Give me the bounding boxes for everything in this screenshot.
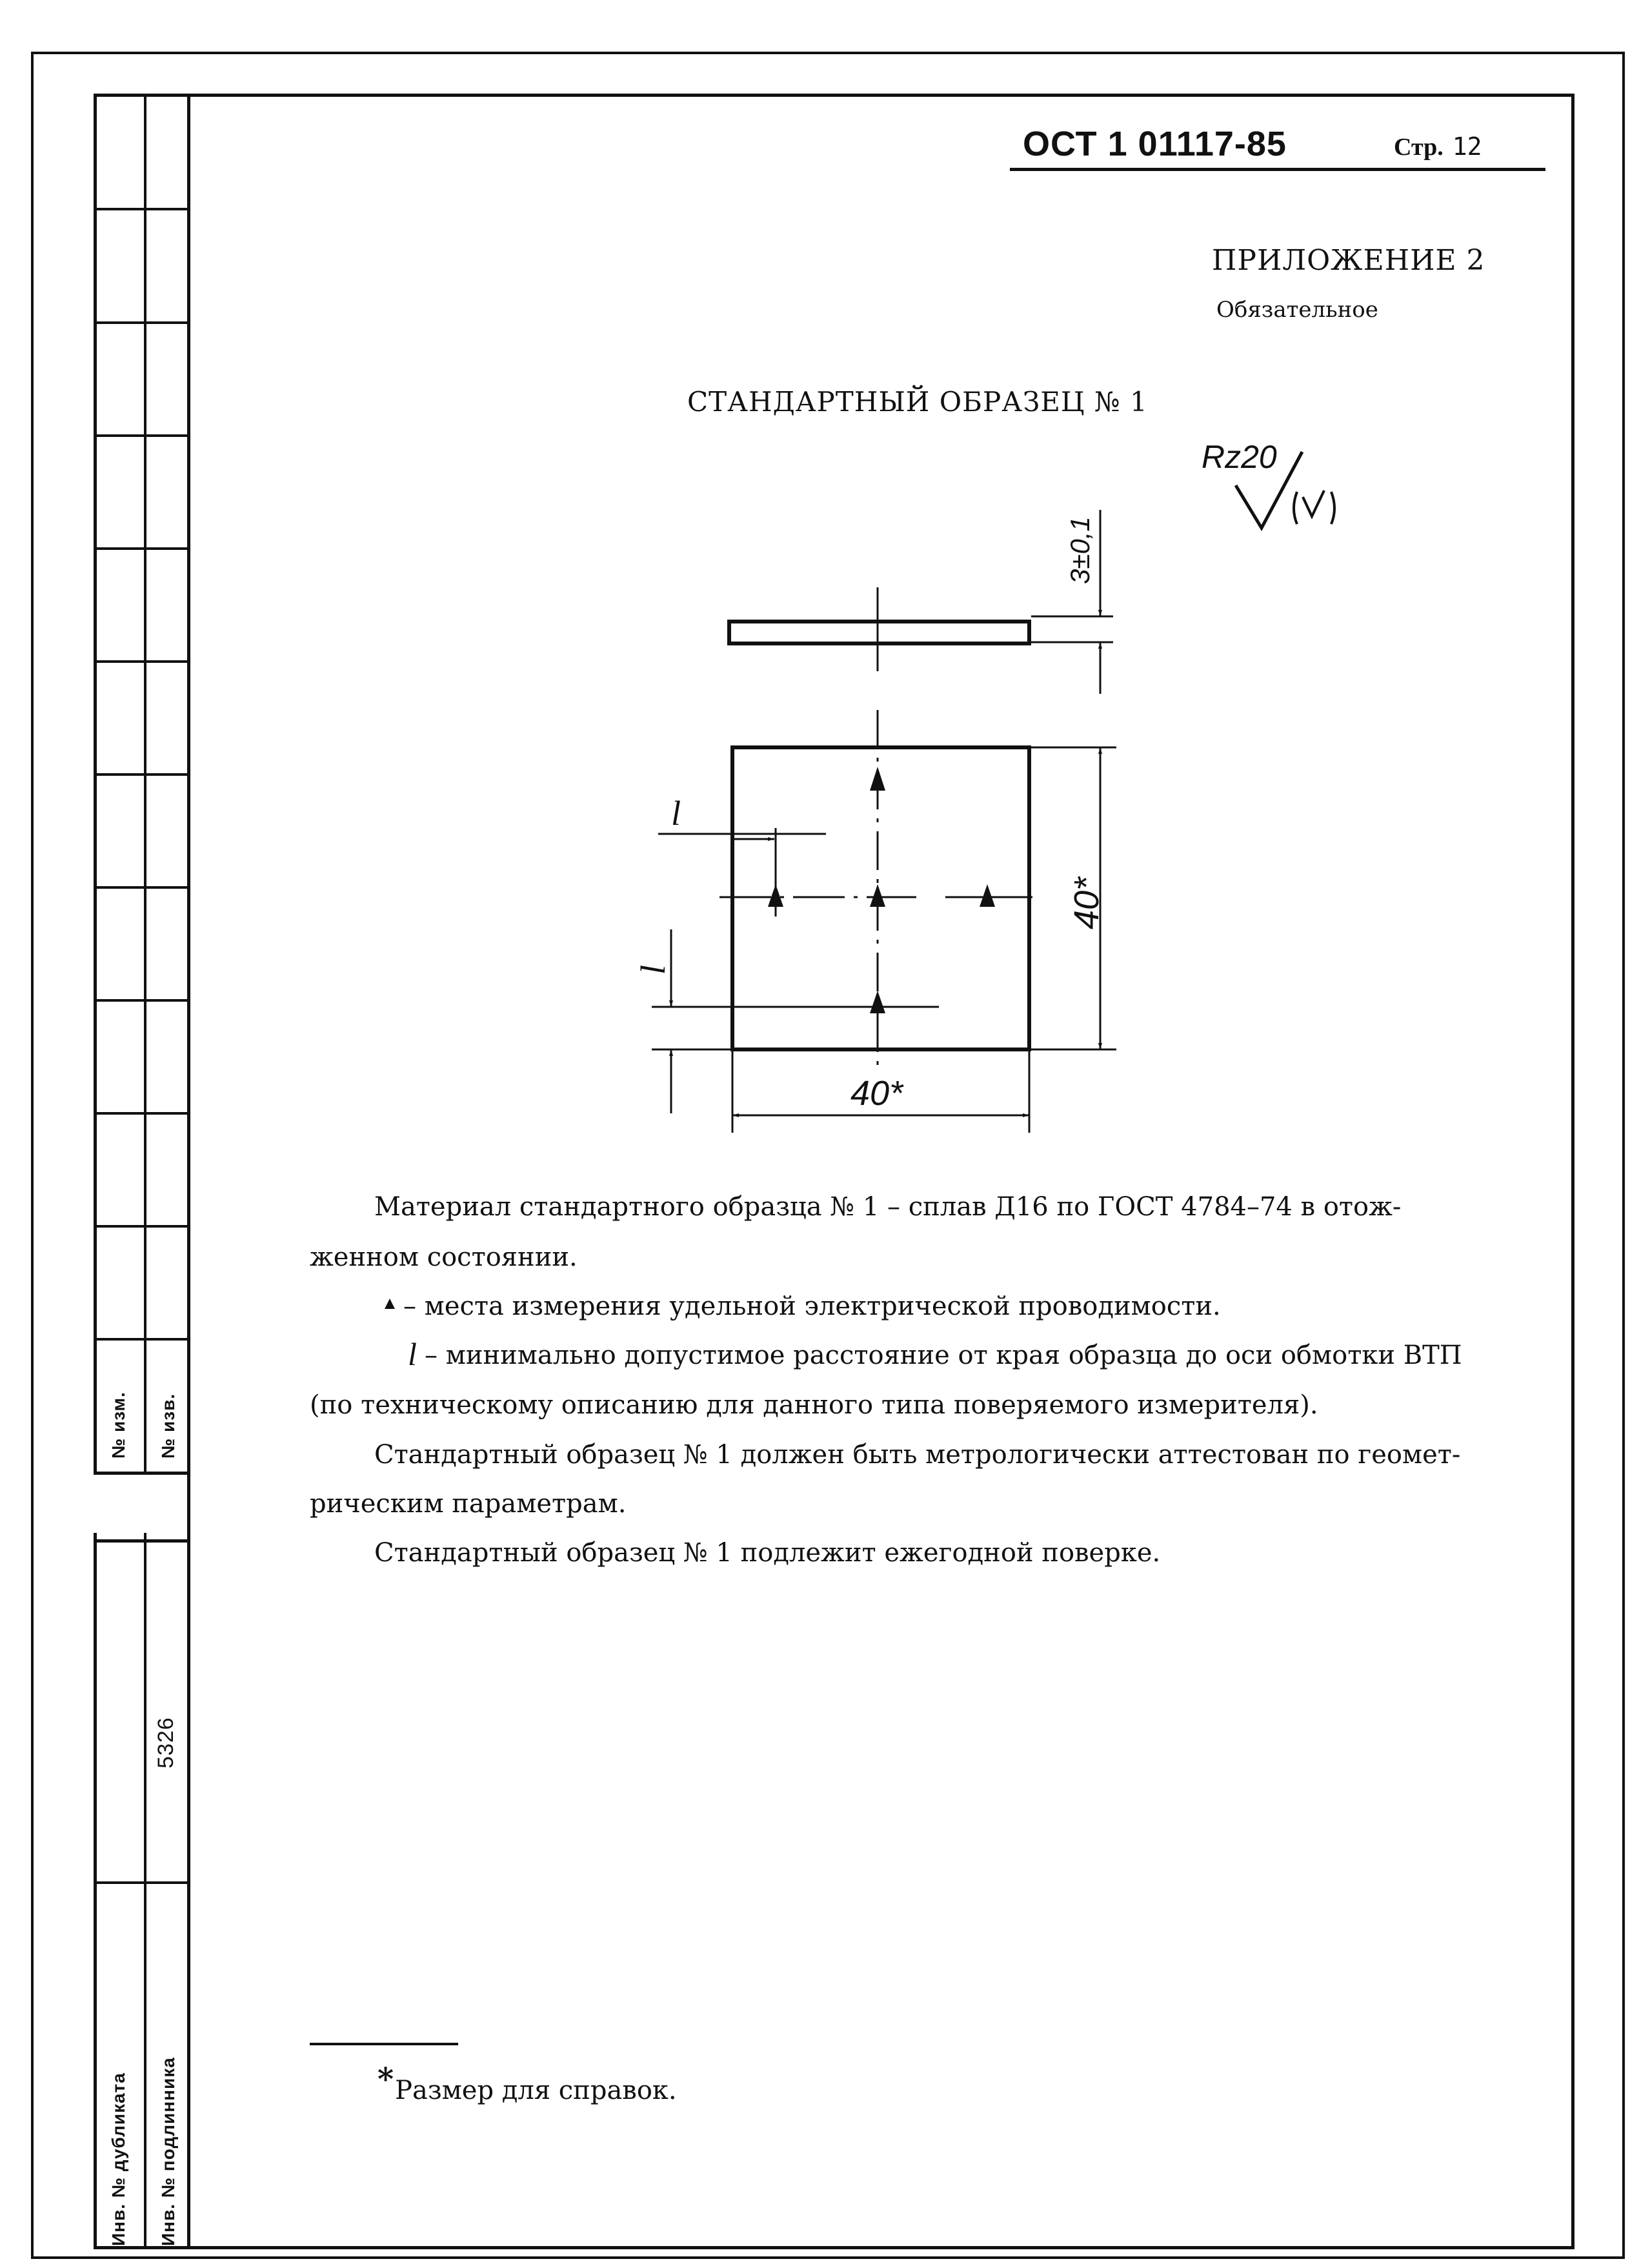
verification-paragraph: Стандартный образец № 1 подлежит ежегодной поверке. (374, 1538, 1161, 1568)
footnote-rule (310, 2043, 458, 2045)
measurement-points-legend: – места измерения удельной электрической проводимости. (403, 1291, 1221, 1321)
document-code: ОСТ 1 01117-85 (1023, 125, 1287, 163)
stripe-rule (94, 1225, 190, 1228)
edge-distance-legend-line2: (по техническому описанию для данного типа поверяемого измерителя). (310, 1390, 1318, 1420)
edge-distance-label: l (634, 964, 672, 975)
stripe-gap (90, 1475, 194, 1533)
edge-distance-label: l (671, 794, 681, 833)
original-inventory-value: 5326 (154, 1717, 178, 1768)
stripe-rule (94, 547, 190, 550)
stripe-rule (94, 999, 190, 1002)
stamp-stripe (94, 94, 190, 2249)
stripe-rule (94, 1881, 190, 1884)
appendix-status: Обязательное (1216, 297, 1378, 323)
appendix-label: ПРИЛОЖЕНИЕ 2 (1212, 244, 1485, 277)
edge-distance-legend-line1: – минимально допустимое расстояние от края образца до оси обмотки ВТП (425, 1341, 1462, 1370)
stripe-rule (94, 1338, 190, 1341)
stripe-rule (94, 773, 190, 776)
certification-paragraph-line2: рическим параметрам. (310, 1489, 627, 1519)
duplicate-inventory-label: Инв. № дубликата (108, 2072, 128, 2246)
original-inventory-label: Инв. № подлинника (158, 2057, 178, 2246)
stripe-rule (94, 886, 190, 889)
page-number: 12 (1452, 132, 1482, 161)
footnote-mark: * (377, 2061, 394, 2098)
certification-paragraph-line1: Стандартный образец № 1 должен быть метрологически аттестован по геомет- (374, 1440, 1461, 1470)
stripe-rule (94, 1472, 190, 1475)
change-number-label: № изм. (108, 1392, 128, 1459)
page-indicator (1394, 132, 1482, 161)
page-label: Стр. (1394, 134, 1444, 161)
stripe-rule (94, 660, 190, 663)
page-title: СТАНДАРТНЫЙ ОБРАЗЕЦ № 1 (687, 386, 1148, 418)
height-dimension: 40* (1067, 876, 1106, 929)
footnote (377, 2061, 677, 2107)
material-paragraph-line1: Материал стандартного образца № 1 – сплав Д16 по ГОСТ 4784–74 в отож- (374, 1192, 1402, 1222)
stripe-rule (94, 434, 190, 437)
stripe-rule (94, 1112, 190, 1115)
material-paragraph-line2: женном состоянии. (310, 1242, 578, 1272)
edge-distance-symbol: l (408, 1336, 417, 1372)
width-dimension: 40* (850, 1074, 903, 1113)
thickness-dimension: 3±0,1 (1065, 516, 1095, 584)
stripe-rule (94, 321, 190, 324)
roughness-value: Rz20 (1202, 439, 1277, 475)
stripe-rule (94, 208, 190, 210)
stripe-rule (94, 1539, 190, 1543)
header-rule (1010, 168, 1545, 171)
notice-number-label: № изв. (158, 1393, 178, 1459)
stamp-stripe-divider (144, 94, 146, 2249)
footnote-text: Размер для справок. (395, 2076, 677, 2105)
